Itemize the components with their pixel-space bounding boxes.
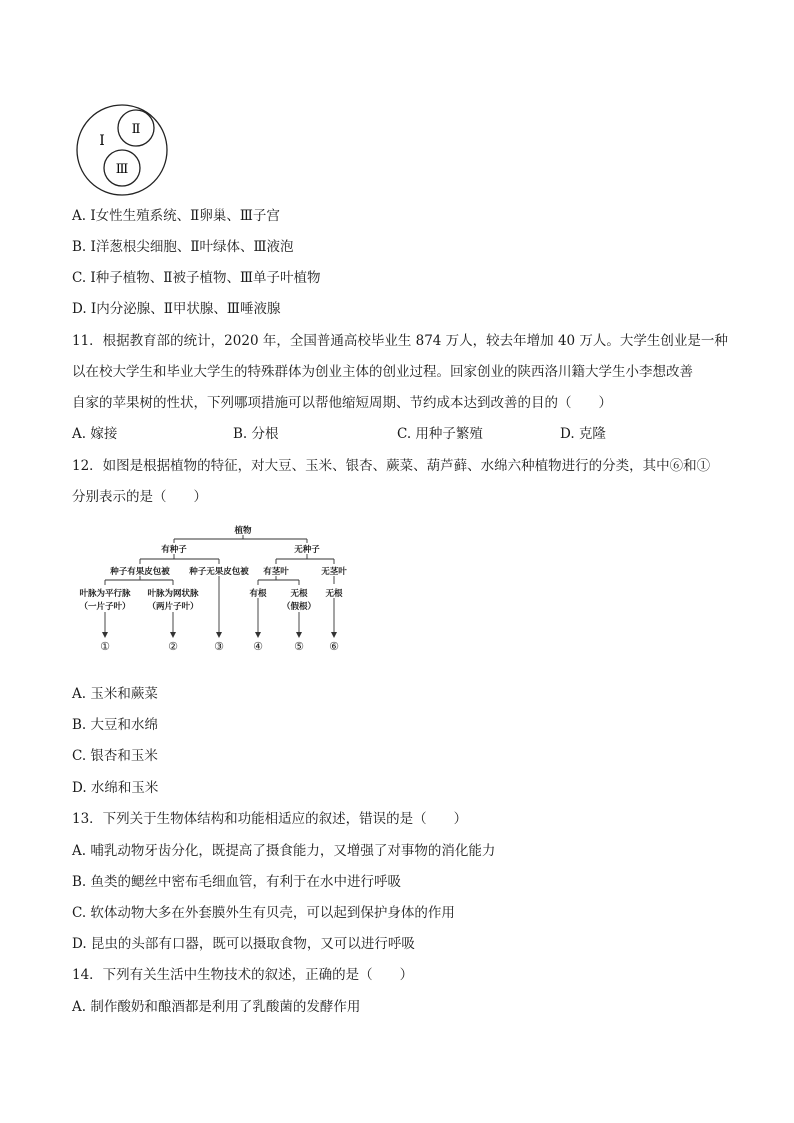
- q12-option-c[interactable]: C. 银杏和玉米: [72, 748, 158, 764]
- q11-options-row: [72, 425, 732, 443]
- diagram-no-stem-leaf-label: 无茎叶: [321, 567, 347, 577]
- venn-inner-top-label: Ⅱ: [131, 122, 141, 137]
- q11-option-b[interactable]: B. 分根: [233, 426, 279, 442]
- q13-option-a[interactable]: A. 哺乳动物牙齿分化，既提高了摄食能力，又增强了对事物的消化能力: [72, 843, 496, 859]
- q10-option-b[interactable]: B. Ⅰ洋葱根尖细胞、Ⅱ叶绿体、Ⅲ液泡: [72, 239, 294, 255]
- q12-option-d[interactable]: D. 水绵和玉米: [72, 780, 159, 796]
- q11-option-d[interactable]: D. 克隆: [560, 426, 606, 442]
- diagram-leaf-3: ③: [214, 640, 224, 653]
- q10-option-d[interactable]: D. Ⅰ内分泌腺、Ⅱ甲状腺、Ⅲ唾液腺: [72, 301, 281, 317]
- diagram-leaf-5: ⑤: [294, 640, 304, 653]
- diagram-leaf-6: ⑥: [329, 640, 339, 653]
- diagram-dicot-label: （两片子叶）: [147, 602, 199, 612]
- diagram-parallel-vein-label: 叶脉为平行脉: [79, 589, 131, 599]
- diagram-has-root-label: 有根: [249, 589, 267, 599]
- q11-option-c[interactable]: C. 用种子繁殖: [397, 426, 483, 442]
- diagram-seed-naked-label: 种子无果皮包被: [189, 567, 249, 577]
- diagram-has-seed-label: 有种子: [161, 545, 187, 555]
- plant-classification-diagram: [72, 522, 372, 657]
- venn-outer-label: Ⅰ: [99, 133, 105, 149]
- diagram-no-root-false-label: 无根: [290, 589, 308, 599]
- q12-option-b[interactable]: B. 大豆和水绵: [72, 717, 159, 733]
- diagram-net-vein-label: 叶脉为网状脉: [147, 589, 199, 599]
- q12-option-a[interactable]: A. 玉米和蕨菜: [72, 686, 158, 702]
- diagram-leaf-4: ④: [253, 640, 263, 653]
- q11-option-a[interactable]: A. 嫁接: [72, 426, 118, 442]
- q11-stem-line-1: 11．根据教育部的统计，2020 年，全国普通高校毕业生 874 万人，较去年增加 40 万人。大学生创业是一种: [72, 333, 728, 349]
- q12-stem-line-1: 12．如图是根据植物的特征，对大豆、玉米、银杏、蕨菜、葫芦藓、水绵六种植物进行的分类，其中⑥和①: [72, 458, 711, 474]
- diagram-leaf-2: ②: [168, 640, 178, 653]
- venn-inner-bottom-label: Ⅲ: [115, 162, 129, 177]
- q13-option-c[interactable]: C. 软体动物大多在外套膜外生有贝壳，可以起到保护身体的作用: [72, 905, 455, 921]
- diagram-no-root-label: 无根: [325, 589, 343, 599]
- diagram-monocot-label: （一片子叶）: [79, 602, 131, 612]
- q13-stem: 13．下列关于生物体结构和功能相适应的叙述，错误的是（ ）: [72, 811, 468, 827]
- diagram-leaf-1: ①: [100, 640, 110, 653]
- q13-option-b[interactable]: B. 鱼类的鳃丝中密布毛细血管，有利于在水中进行呼吸: [72, 874, 402, 890]
- diagram-false-root-label: （假根）: [281, 602, 317, 612]
- q14-stem: 14．下列有关生活中生物技术的叙述，正确的是（ ）: [72, 967, 414, 983]
- diagram-seed-covered-label: 种子有果皮包被: [110, 567, 170, 577]
- q11-stem-line-3: 自家的苹果树的性状，下列哪项措施可以帮他缩短周期、节约成本达到改善的目的（ ）: [72, 395, 612, 411]
- q10-option-a[interactable]: A. Ⅰ女性生殖系统、Ⅱ卵巢、Ⅲ子宫: [72, 208, 280, 224]
- venn-diagram: [74, 102, 174, 198]
- diagram-root-label: 植物: [234, 526, 252, 536]
- q14-option-a[interactable]: A. 制作酸奶和酿酒都是利用了乳酸菌的发酵作用: [72, 999, 361, 1015]
- q13-option-d[interactable]: D. 昆虫的头部有口器，既可以摄取食物，又可以进行呼吸: [72, 936, 415, 952]
- q12-stem-line-2: 分别表示的是（ ）: [72, 489, 207, 505]
- q10-option-c[interactable]: C. Ⅰ种子植物、Ⅱ被子植物、Ⅲ单子叶植物: [72, 270, 321, 286]
- diagram-no-seed-label: 无种子: [294, 545, 320, 555]
- q11-stem-line-2: 以在校大学生和毕业大学生的特殊群体为创业主体的创业过程。回家创业的陕西洛川籍大学生小李想改善: [72, 364, 693, 380]
- diagram-has-stem-leaf-label: 有茎叶: [263, 567, 289, 577]
